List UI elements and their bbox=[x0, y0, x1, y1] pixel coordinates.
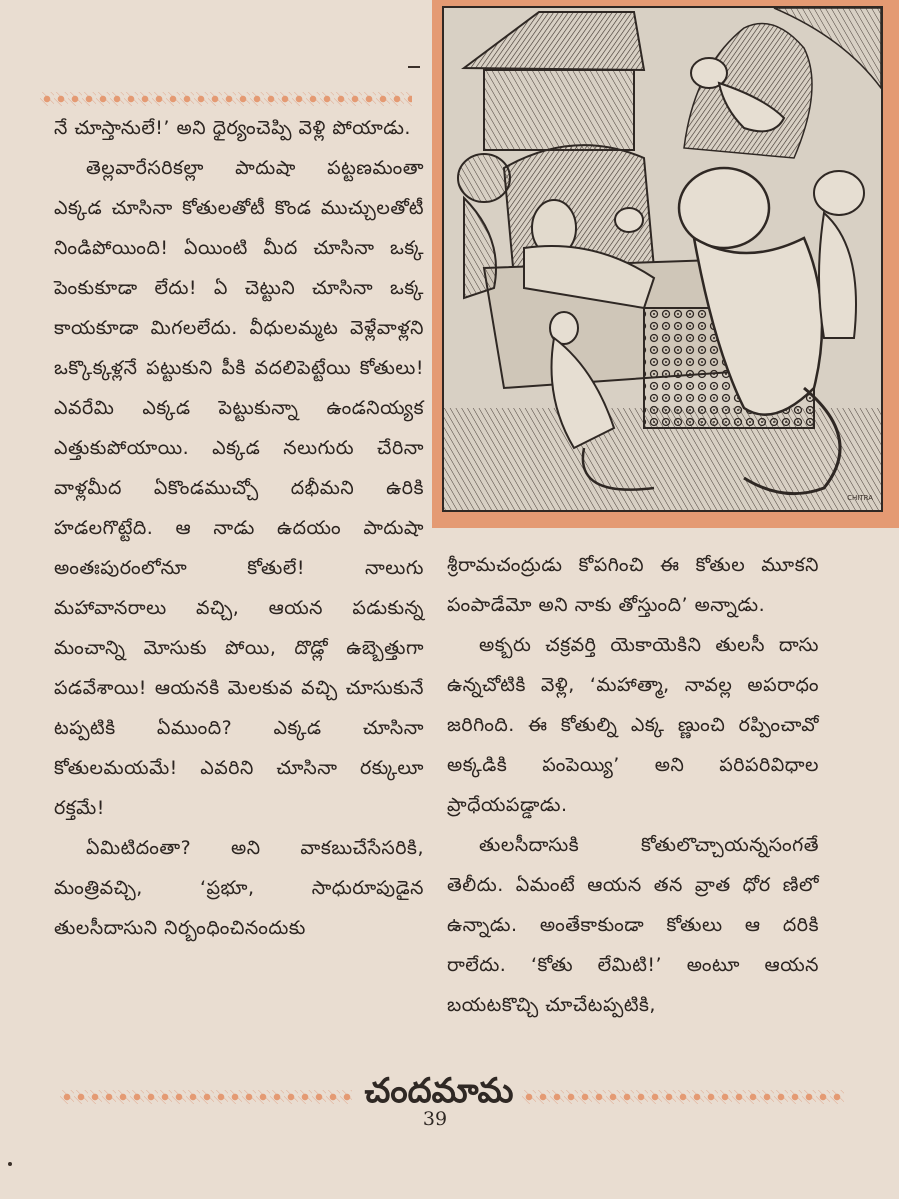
margin-tick bbox=[408, 66, 420, 68]
decorative-border-top bbox=[40, 92, 412, 106]
page-number: 39 bbox=[422, 1108, 448, 1130]
artist-signature: CHITRA bbox=[847, 494, 873, 502]
illustration-monkeys-in-palace bbox=[442, 6, 883, 512]
print-speck bbox=[8, 1162, 12, 1166]
paragraph: తెల్లవారేసరికల్లా పాదుషా పట్టణమంతా ఎక్కడ చూసినా కోతులతోటీ కొండ ముచ్చులతోటీ నిండిపోయింది! ఏయింటి మీద చూసినా ఒక్క పెంకుకూడా లేదు! ఏ చెట్టుని చూసినా ఒక్క కాయకూడా మిగలలేదు. వీధులమ్మట వెళ్లేవాళ్లని ఒక్కొక్కళ్లనే పట్టుకుని పీకి వదలిపెట్టేయి కోతులు! ఎవరేమి ఎక్కడ పెట్టుకున్నా ఉండనియ్యక ఎత్తుకుపోయాయి. ఎక్కడ నలుగురు చేరినా వాళ్లమీద ఏకొండముచ్చో దభీమని ఉరికి హడలగొట్టేది. ఆ నాడు ఉదయం పాదుషా అంతఃపురంలోనూ కోతులే! నాలుగు మహావానరాలు వచ్చి, ఆయన పడుకున్న మంచాన్ని మోసుకు పోయి, దొడ్లో ఉబ్బెత్తుగా పడవేశాయి! ఆయనకి మెలకువ వచ్చి చూసుకునే టప్పటికి ఏముంది? ఎక్కడ చూసినా కోతులమయమే! ఎవరిని చూసినా రక్కులూ రక్తమే! bbox=[54, 157, 424, 819]
paragraph: అక్బరు చక్రవర్తి యెకాయెకిని తులసీ దాసు ఉన్నచోటికి వెళ్లి, ‘మహాత్మా, నావల్ల అపరాధం జరిగింది. ఈ కోతుల్ని ఎక్క ణ్ణుంచి రప్పించావో అక్కడికి పంపెయ్యి’ అని పరిపరివిధాల ప్రాధేయపడ్డాడు. bbox=[447, 634, 819, 816]
paragraph: ఏమిటిదంతా? అని వాకబుచేసేసరికి, మంత్రివచ్చి, ‘ప్రభూ, సాధురూపుడైన తులసీదాసుని నిర్బంధించినందుకు bbox=[54, 837, 424, 939]
text-column-right bbox=[447, 545, 819, 1025]
paragraph: తులసీదాసుకి కోతులొచ్చాయన్నసంగతే తెలీదు. ఏమంటే ఆయన తన వ్రాత ధోర ణిలో ఉన్నాడు. అంతేకాకుండా కోతులు ఆ దరికి రాలేదు. ‘కోతు లేమిటి!’ అంటూ ఆయన బయటకొచ్చి చూచేటప్పటికి, bbox=[447, 834, 819, 1016]
paragraph: నే చూస్తానులే!’ అని ధైర్యంచెప్పి వెళ్లి పోయాడు. bbox=[54, 117, 411, 139]
paragraph: శ్రీరామచంద్రుడు కోపగించి ఈ కోతుల మూకని పంపాడేమో అని నాకు తోస్తుంది’ అన్నాడు. bbox=[447, 554, 819, 616]
decorative-border-bottom-left bbox=[60, 1090, 352, 1104]
text-column-left bbox=[54, 108, 424, 948]
decorative-border-bottom-right bbox=[522, 1090, 844, 1104]
magazine-name: చందమామ bbox=[364, 1071, 514, 1111]
